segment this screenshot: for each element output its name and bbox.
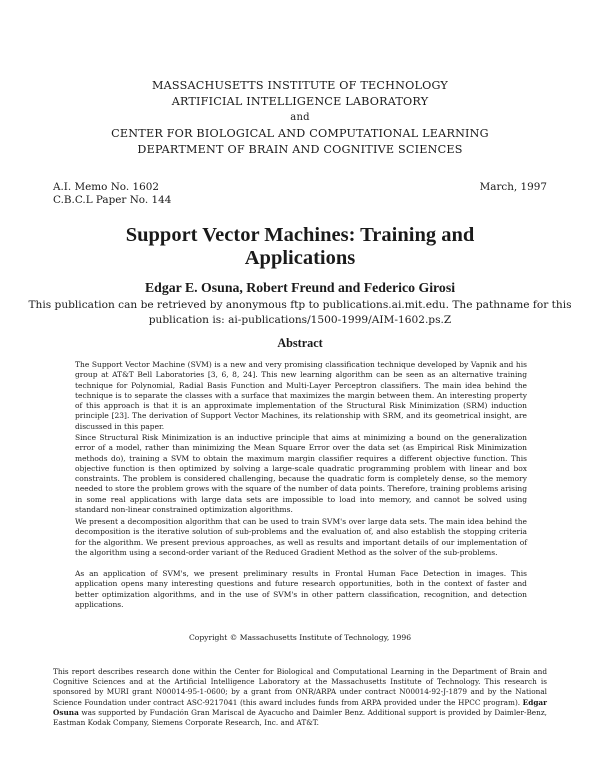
footnote <box>53 667 547 728</box>
availability-note <box>0 298 600 328</box>
header-line-dept: DEPARTMENT OF BRAIN AND COGNITIVE SCIENCES <box>137 143 463 156</box>
header-line-ai-lab: ARTIFICIAL INTELLIGENCE LABORATORY <box>171 95 429 108</box>
footnote-text-2: was supported by Fundación Gran Mariscal de Ayacucho and Daimler Benz. Additional support is provided by Daimler-Benz, Eastman Kodak Company, Siemens Corporate Research, Inc. and AT&T. <box>53 707 547 728</box>
ai-memo-number: A.I. Memo No. 1602 <box>53 181 159 193</box>
cbcl-paper-number: C.B.C.L Paper No. 144 <box>53 194 172 206</box>
abstract-paragraph-1: The Support Vector Machine (SVM) is a new and very promising classification technique developed by Vapnik and his group at AT&T Bell Laboratories [3, 6, 8, 24]. This new learning algorithm can be seen as an alternative training technique for Polynomial, Radial Basis Function and Multi-Layer Perceptron classifiers. The main idea behind the technique is to separate the classes with a surface that maximizes the margin between them. An interesting property of this approach is that it is an approximate implementation of the Structural Risk Minimization (SRM) induction principle [23]. The derivation of Support Vector Machines, its relationship with SRM, and its geometrical insight, are discussed in this paper. <box>75 360 527 431</box>
institution-header <box>0 78 600 158</box>
authors: Edgar E. Osuna, Robert Freund and Federico Girosi <box>144 280 456 295</box>
memo-numbers <box>53 181 171 207</box>
title-line-1: Support Vector Machines: Training and <box>125 224 475 246</box>
abstract-heading: Abstract <box>277 336 323 350</box>
footnote-text-1: This report describes research done within the Center for Biological and Computational Learning in the Department of Brain and Cognitive Sciences and at the Artificial Intelligence Laboratory at the Massachusetts Institute of Technology. This research is sponsored by MURI grant N00014-95-1-0600; by a grant from ONR/ARPA under contract N00014-92-J-1879 and by the National Science Foundation under contract ASC-9217041 (this award includes funds from ARPA provided under the HPCC program). <box>53 667 547 707</box>
availability-line-1: This publication can be retrieved by anonymous ftp to publications.ai.mit.edu. The pathname for this <box>28 299 572 311</box>
abstract-paragraph-2: Since Structural Risk Minimization is an inductive principle that aims at minimizing a bound on the generalization error of a model, rather than minimizing the Mean Square Error over the data set (as Empirical Risk Minimization methods do), training a SVM to obtain the maximum margin classifier requires a different objective function. This objective function is then optimized by solving a large-scale quadratic programming problem with linear and box constraints. The problem is considered challenging, because the quadratic form is completely dense, so the memory needed to store the problem grows with the square of the number of data points. Therefore, training problems arising in some real applications with large data sets are impossible to load into memory, and cannot be solved using standard non-linear constrained optimization algorithms. <box>75 433 527 515</box>
availability-line-2: publication is: ai-publications/1500-1999/AIM-1602.ps.Z <box>148 314 452 326</box>
copyright-notice: Copyright © Massachusetts Institute of Technology, 1996 <box>188 633 412 642</box>
title-line-2: Applications <box>244 247 356 269</box>
header-line-and: and <box>290 112 310 123</box>
header-line-cbcl: CENTER FOR BIOLOGICAL AND COMPUTATIONAL LEARNING <box>111 127 489 140</box>
abstract-paragraph-3: We present a decomposition algorithm that can be used to train SVM's over large data sets. The main idea behind the decomposition is the iterative solution of sub-problems and the evaluation of, and also establish the stopping criteria for the algorithm. We present previous approaches, as well as results and important details of our implementation of the algorithm using a second-order variant of the Reduced Gradient Method as the solver of the sub-problems. <box>75 517 527 557</box>
header-line-mit: MASSACHUSETTS INSTITUTE OF TECHNOLOGY <box>151 79 449 92</box>
footnote-name: Edgar Osuna <box>53 697 547 717</box>
memo-date: March, 1997 <box>479 181 547 193</box>
abstract-paragraph-4: As an application of SVM's, we present preliminary results in Frontal Human Face Detection in images. This application opens many interesting questions and future research opportunities, both in the context of faster and better optimization algorithms, and in the use of SVM's in other pattern classification, recognition, and detection applications. <box>75 569 527 609</box>
paper-title <box>0 224 600 270</box>
